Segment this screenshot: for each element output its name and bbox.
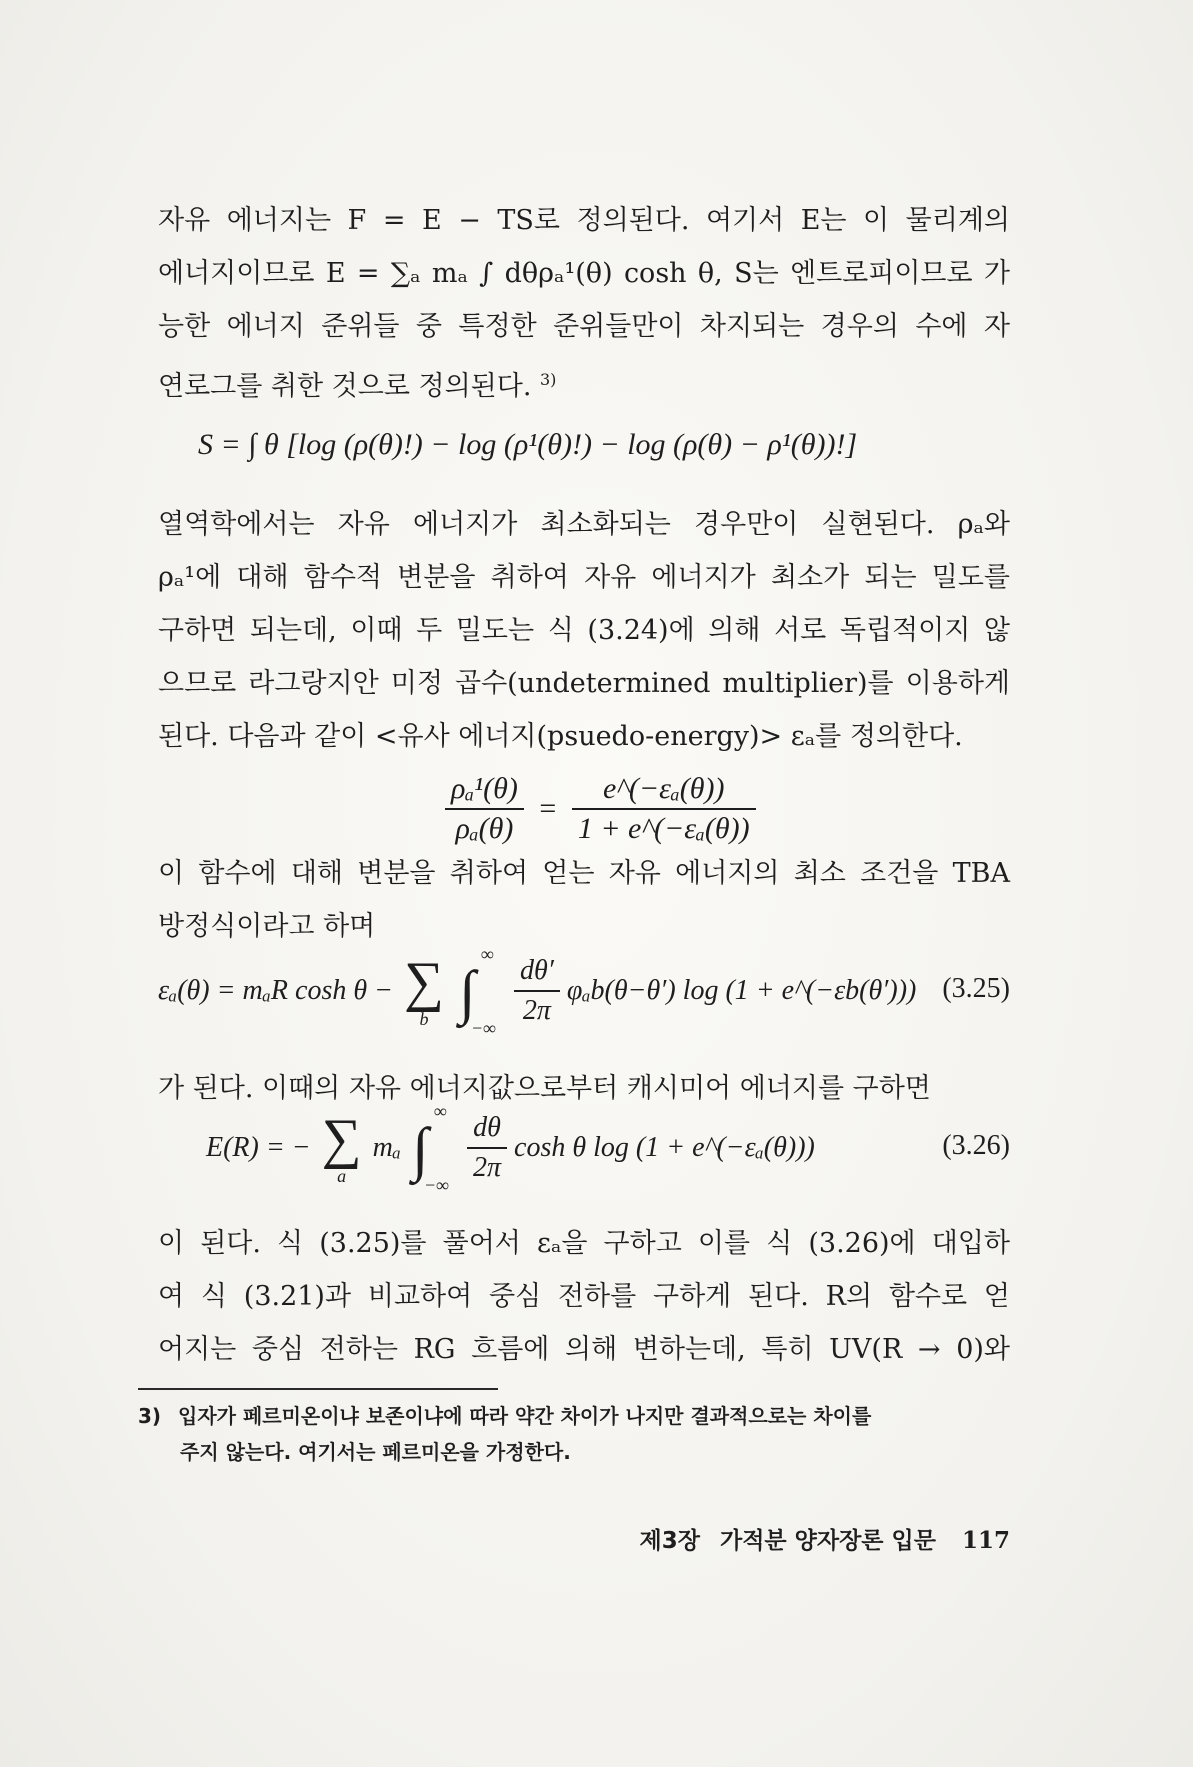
page-number: 117	[961, 1527, 1010, 1554]
integral-lower-limit: −∞	[470, 1018, 496, 1038]
text-line: 가 된다. 이때의 자유 에너지값으로부터 캐시미어 에너지를 구하면	[158, 1073, 931, 1104]
footnote-line: 주지 않는다. 여기서는 페르미온을 가정한다.	[180, 1440, 571, 1464]
footnote-line	[138, 1398, 1010, 1434]
denominator: 2π	[473, 1152, 502, 1183]
equation-rhs: φₐb(θ−θ′) log (1 + e^(−εb(θ′)))	[566, 975, 917, 1006]
paragraph-thermodynamics	[158, 498, 1010, 710]
paragraph-free-energy	[158, 194, 1010, 353]
equation-tba	[158, 944, 917, 1038]
fraction-dtheta	[514, 952, 560, 1030]
numerator: ρₐ¹(θ)	[445, 770, 524, 810]
sum-symbol: ∑	[404, 951, 444, 1013]
paragraph-variation-end	[158, 900, 1010, 953]
text-line: 열역학에서는 자유 에너지가 최소화되는 경우만이 실현된다. ρₐ와	[158, 509, 1010, 540]
text-line: 이 된다. 식 (3.25)를 풀어서 εₐ을 구하고 이를 식 (3.26)에 대입하	[158, 1228, 1010, 1259]
integral-upper-limit: ∞	[434, 1101, 447, 1121]
numerator: e^(−εₐ(θ))	[572, 770, 756, 810]
text-line: ρₐ¹에 대해 함수적 변분을 취하여 자유 에너지가 최소가 되는 밀도를	[158, 562, 1010, 593]
footnote-reference: 3)	[540, 370, 557, 389]
text-line: 어지는 중심 전하는 RG 흐름에 의해 변하는데, 특히 UV(R → 0)와	[158, 1334, 1010, 1365]
integral-symbol: ∫	[458, 959, 476, 1025]
footnote	[138, 1398, 1010, 1470]
mass-term: mₐ	[372, 1132, 401, 1163]
denominator: 1 + e^(−εₐ(θ))	[577, 812, 750, 845]
equation-entropy: S = ∫ θ [log (ρ(θ)!) − log (ρ¹(θ)!) − log (ρ(θ) − ρ¹(θ))!]	[198, 428, 858, 461]
equation-rhs: cosh θ log (1 + e^(−εₐ(θ)))	[514, 1132, 815, 1163]
sum-index: b	[419, 1009, 429, 1029]
footnote-text: 입자가 페르미온이냐 보존이냐에 따라 약간 차이가 나지만 결과적으로는 차이를	[178, 1404, 872, 1428]
fraction-exponential	[572, 770, 756, 848]
equation-pseudo-energy	[445, 770, 756, 848]
fraction-dtheta	[467, 1109, 507, 1187]
text-line: 에너지이므로 E = ∑ₐ mₐ ∫ dθρₐ¹(θ) cosh θ, S는 엔트로피이므로 가	[158, 258, 1010, 289]
equation-number: (3.25)	[942, 973, 1010, 1004]
equals-sign: =	[539, 792, 557, 825]
page-footer	[640, 1522, 1010, 1555]
paragraph-central-charge	[158, 1217, 1010, 1376]
equation-number: (3.26)	[942, 1130, 1010, 1161]
chapter-title: 가적분 양자장론 입문	[719, 1528, 936, 1554]
equation-lhs: εₐ(θ) = mₐR cosh θ −	[158, 975, 394, 1006]
integral-operator	[408, 1101, 460, 1195]
text-line: 여 식 (3.21)과 비교하여 중심 전하를 구하게 된다. R의 함수로 얻	[158, 1281, 1010, 1312]
text-line: 연로그를 취한 것으로 정의된다.	[158, 371, 532, 402]
integral-upper-limit: ∞	[480, 944, 494, 964]
numerator: dθ′	[514, 952, 560, 992]
text-line: 자유 에너지는 F = E − TS로 정의된다. 여기서 E는 이 물리계의	[158, 205, 1010, 236]
footnote-marker: 3)	[138, 1404, 162, 1428]
integral-lower-limit: −∞	[424, 1175, 449, 1195]
text-line: 방정식이라고 하며	[158, 911, 376, 942]
denominator: 2π	[522, 995, 551, 1026]
sum-operator	[404, 951, 444, 1029]
paragraph-variation	[158, 847, 1010, 900]
text-line: 능한 에너지 준위들 중 특정한 준위들만이 차지되는 경우의 수에 자	[158, 311, 1010, 342]
equation-casimir-energy	[206, 1101, 815, 1195]
paragraph-free-energy-end	[158, 353, 1010, 413]
numerator: dθ	[467, 1109, 507, 1149]
chapter-label: 제3장	[639, 1528, 700, 1554]
sum-operator	[321, 1108, 362, 1186]
sum-index: a	[337, 1166, 347, 1186]
fraction-density-ratio	[445, 770, 524, 848]
text-line: 된다. 다음과 같이 <유사 에너지(psuedo-energy)> εₐ를 정의한다.	[158, 721, 963, 752]
text-line: 이 함수에 대해 변분을 취하여 얻는 자유 에너지의 최소 조건을 TBA	[158, 858, 1010, 889]
text-line: 으므로 라그랑지안 미정 곱수(undetermined multiplier)를 이용하게	[158, 668, 1010, 699]
integral-operator	[455, 944, 507, 1038]
text-line: 구하면 되는데, 이때 두 밀도는 식 (3.24)에 의해 서로 독립적이지 않	[158, 615, 1010, 646]
sum-symbol: ∑	[321, 1108, 362, 1170]
paragraph-thermodynamics-end	[158, 710, 1010, 763]
denominator: ρₐ(θ)	[455, 812, 514, 845]
integral-symbol: ∫	[412, 1116, 429, 1182]
footnote-divider	[138, 1388, 498, 1390]
equation-lhs: E(R) = −	[206, 1132, 311, 1163]
